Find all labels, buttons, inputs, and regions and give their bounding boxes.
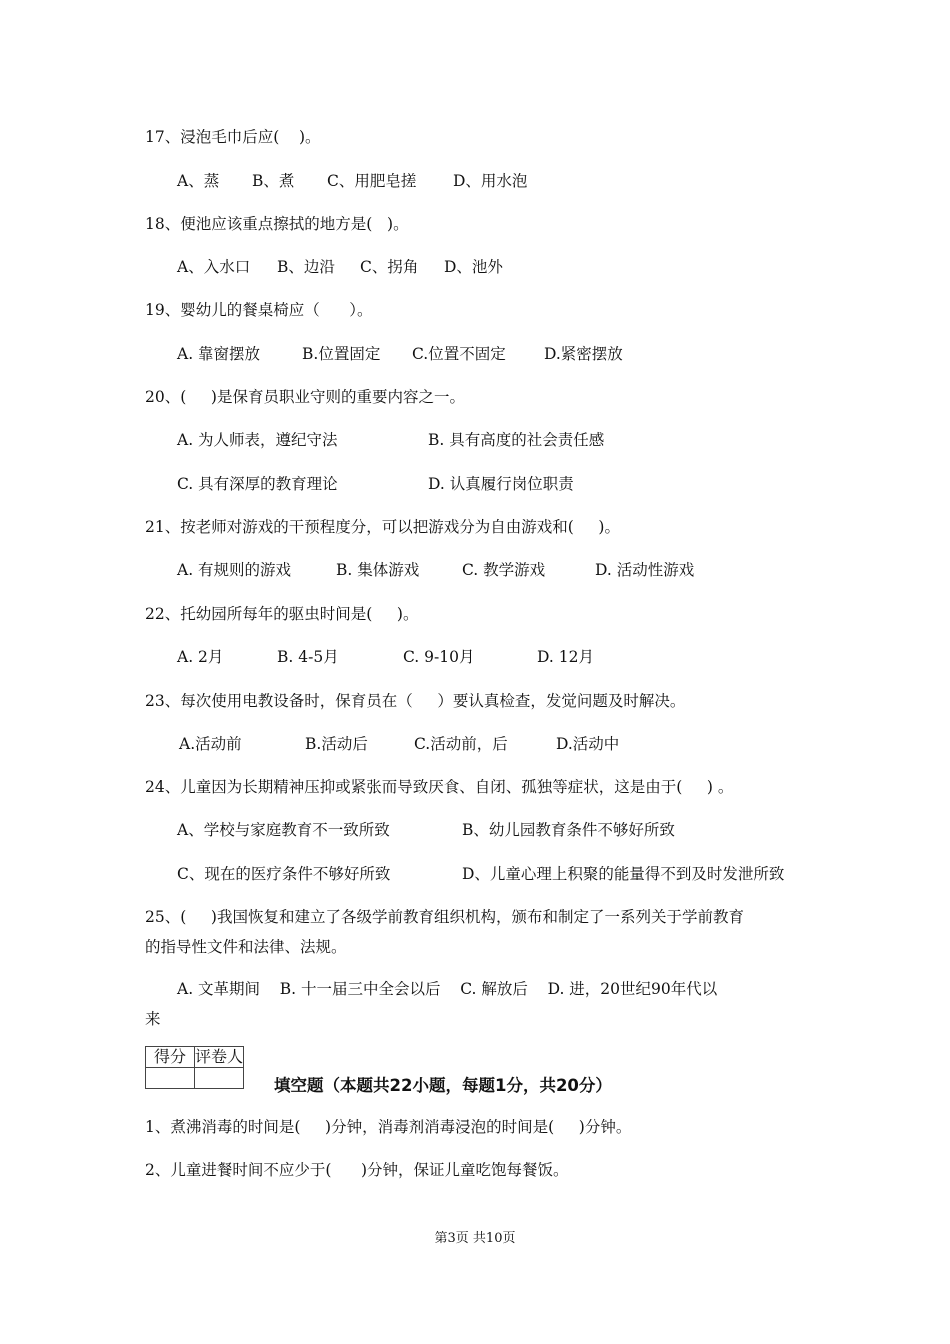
- question-19-option-b: B.位置固定: [302, 345, 381, 363]
- question-22-option-c: C. 9-10月: [403, 648, 475, 666]
- question-24-option-a: A、学校与家庭教育不一致所致: [177, 821, 390, 839]
- question-18-stem: 18、便池应该重点擦拭的地方是( )。: [145, 215, 409, 233]
- question-20-option-d: D. 认真履行岗位职责: [428, 475, 574, 493]
- question-24-option-d: D、儿童心理上积聚的能量得不到及时发泄所致: [462, 865, 785, 883]
- grader-label: 评卷人: [195, 1047, 244, 1066]
- question-23-option-d: D.活动中: [556, 735, 620, 753]
- question-22-stem: 22、托幼园所每年的驱虫时间是( )。: [145, 605, 419, 623]
- question-22-option-d: D. 12月: [537, 648, 594, 666]
- question-21-option-c: C. 教学游戏: [462, 561, 546, 579]
- question-21-stem: 21、按老师对游戏的干预程度分，可以把游戏分为自由游戏和( )。: [145, 518, 620, 536]
- question-23-option-c: C.活动前，后: [414, 735, 508, 753]
- section-title: 填空题（本题共22小题，每题1分，共20分）: [274, 1076, 612, 1095]
- question-24-option-c: C、现在的医疗条件不够好所致: [177, 865, 391, 883]
- question-25-options-line-1: A. 文革期间 B. 十一届三中全会以后 C. 解放后 D. 进，20世纪90年代以: [177, 980, 718, 998]
- question-19-option-c: C.位置不固定: [412, 345, 506, 363]
- grader-cell: [195, 1068, 244, 1089]
- question-25-options-line-2: 来: [145, 1010, 161, 1028]
- question-21-option-d: D. 活动性游戏: [595, 561, 695, 579]
- question-17-option-d: D、用水泡: [453, 172, 528, 190]
- question-25-stem-line-2: 的指导性文件和法律、法规。: [145, 938, 347, 956]
- question-20-option-a: A. 为人师表，遵纪守法: [177, 431, 338, 449]
- question-22-option-b: B. 4-5月: [277, 648, 339, 666]
- question-17-stem: 17、浸泡毛巾后应( )。: [145, 128, 321, 146]
- question-23-option-a: A.活动前: [179, 735, 242, 753]
- question-18-option-c: C、拐角: [360, 258, 419, 276]
- question-25-stem: [145, 902, 810, 962]
- question-21-option-b: B. 集体游戏: [336, 561, 420, 579]
- fill-question-1: 1、煮沸消毒的时间是( )分钟，消毒剂消毒浸泡的时间是( )分钟。: [145, 1118, 632, 1136]
- question-20-stem: 20、( )是保育员职业守则的重要内容之一。: [145, 388, 465, 406]
- question-20-option-c: C. 具有深厚的教育理论: [177, 475, 338, 493]
- question-18-option-d: D、池外: [444, 258, 503, 276]
- page-footer: 第3页 共10页: [434, 1231, 516, 1246]
- question-17-option-c: C、用肥皂搓: [327, 172, 417, 190]
- question-20-option-b: B. 具有高度的社会责任感: [428, 431, 605, 449]
- score-cell: [146, 1068, 195, 1089]
- question-23-stem: 23、每次使用电教设备时，保育员在（ ）要认真检查，发觉问题及时解决。: [145, 692, 686, 710]
- question-22-option-a: A. 2月: [177, 648, 224, 666]
- question-19-stem: 19、婴幼儿的餐桌椅应（ ）。: [145, 301, 373, 319]
- question-23-option-b: B.活动后: [305, 735, 368, 753]
- question-17-option-b: B、煮: [252, 172, 295, 190]
- question-24-option-b: B、幼儿园教育条件不够好所致: [462, 821, 675, 839]
- question-17-option-a: A、蒸: [177, 172, 220, 190]
- question-18-option-a: A、入水口: [177, 258, 251, 276]
- fill-question-2: 2、儿童进餐时间不应少于( )分钟，保证儿童吃饱每餐饭。: [145, 1161, 569, 1179]
- question-19-option-d: D.紧密摆放: [544, 345, 623, 363]
- question-18-option-b: B、边沿: [277, 258, 335, 276]
- score-table: [145, 1046, 244, 1089]
- question-19-option-a: A. 靠窗摆放: [177, 345, 261, 363]
- score-label: 得分: [146, 1047, 195, 1068]
- question-24-stem: 24、儿童因为长期精神压抑或紧张而导致厌食、自闭、孤独等症状，这是由于( ) 。: [145, 778, 734, 796]
- question-21-option-a: A. 有规则的游戏: [177, 561, 292, 579]
- question-25-stem-line-1: 25、( )我国恢复和建立了各级学前教育组织机构，颁布和制定了一系列关于学前教育: [145, 908, 744, 926]
- question-25-options: [145, 974, 810, 1034]
